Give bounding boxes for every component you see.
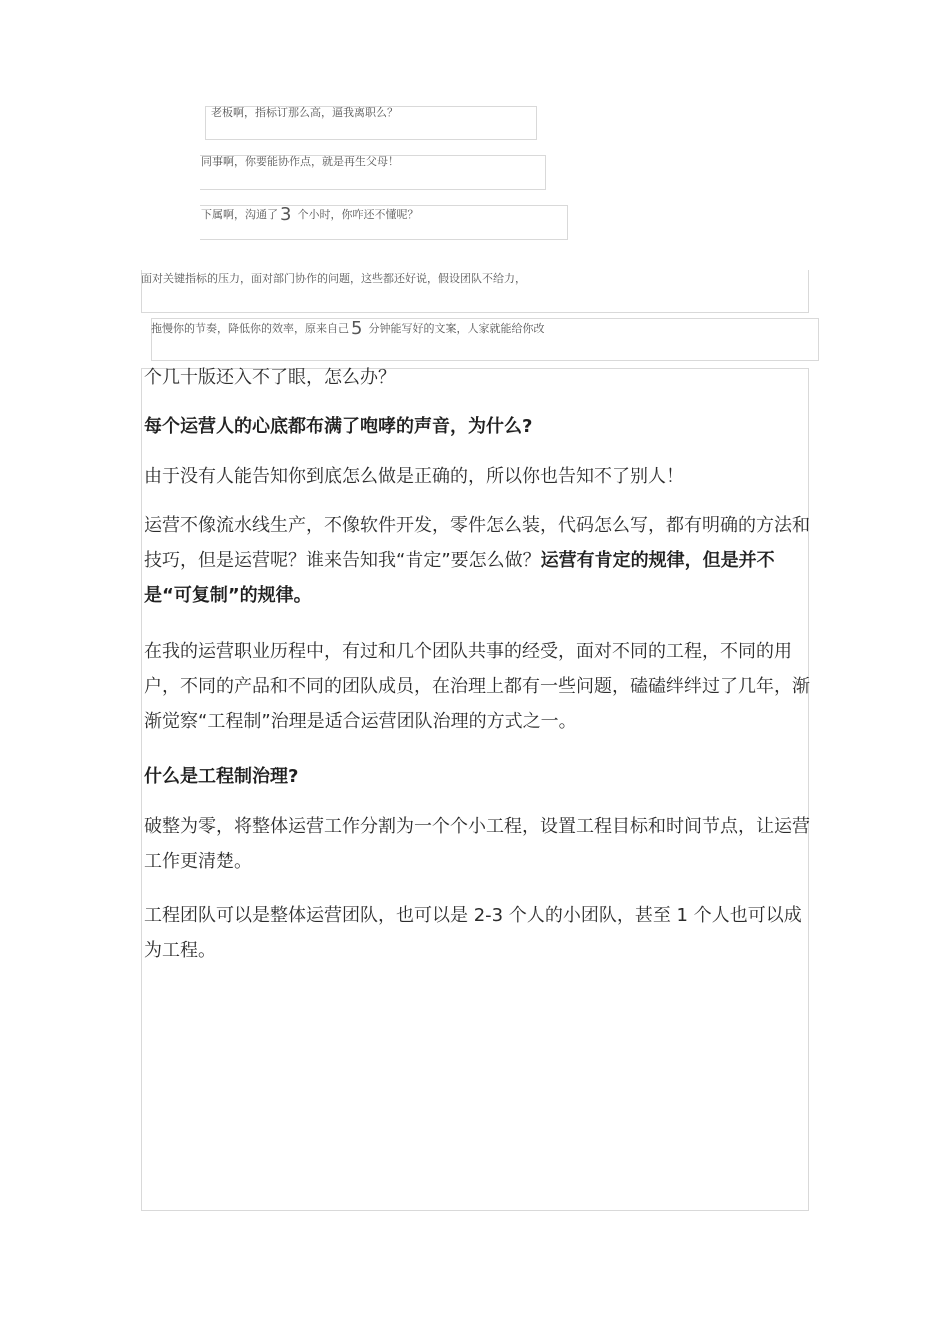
section-heading-1: 每个运营人的心底都布满了咆哮的声音，为什么? — [144, 416, 533, 437]
quote-text-2: 同事啊，你要能协作点，就是再生父母！ — [201, 155, 399, 168]
intro-line-2 — [151, 318, 545, 339]
quote-3-post: 个小时，你咋还不懂呢？ — [297, 208, 419, 221]
paragraph-4: 破整为零，将整体运营工作分割为一个个小工程，设置工程目标和时间节点，让运营工作更清楚。 — [144, 816, 810, 872]
paragraph-1: 由于没有人能告知你到底怎么做是正确的，所以你也告知不了别人！ — [144, 466, 684, 487]
intro-line-3: 个几十版还入不了眼，怎么办？ — [144, 367, 396, 388]
paragraph-2-normal: 运营不像流水线生产，不像软件开发，零件怎么装，代码怎么写，都有明确的方法和技巧，但是运营呢？谁来告知我“肯定”要怎么做？ — [144, 515, 810, 571]
intro-2-post: 分钟能写好的文案，人家就能给你改 — [368, 322, 545, 335]
paragraph-5: 工程团队可以是整体运营团队，也可以是 2-3 个人的小团队，甚至 1 个人也可以成为工程。 — [144, 905, 802, 961]
paragraph-3: 在我的运营职业历程中，有过和几个团队共事的经受，面对不同的工程，不同的用户，不同的产品和不同的团队成员，在治理上都有一些问题，磕磕绊绊过了几年，渐渐觉察“工程制”治理是适合运营团队治理的方式之一。 — [144, 641, 810, 732]
paragraph-2-bold: 运营有肯定的规律，但是并不是“可复制”的规律。 — [144, 550, 775, 606]
intro-2-number: 5 — [351, 318, 363, 339]
intro-line-1: 面对关键指标的压力，面对部门协作的问题，这些都还好说，假设团队不给力， — [141, 272, 526, 285]
quote-3-pre: 下属啊，沟通了 — [201, 208, 278, 221]
quote-3-number: 3 — [280, 204, 292, 225]
intro-2-pre: 拖慢你的节奏，降低你的效率，原来自己 — [151, 322, 349, 335]
quote-text-1: 老板啊，指标订那么高，逼我离职么？ — [211, 106, 398, 119]
quote-text-3 — [201, 204, 419, 225]
paragraph-2 — [144, 508, 816, 613]
section-heading-2: 什么是工程制治理? — [144, 766, 299, 787]
